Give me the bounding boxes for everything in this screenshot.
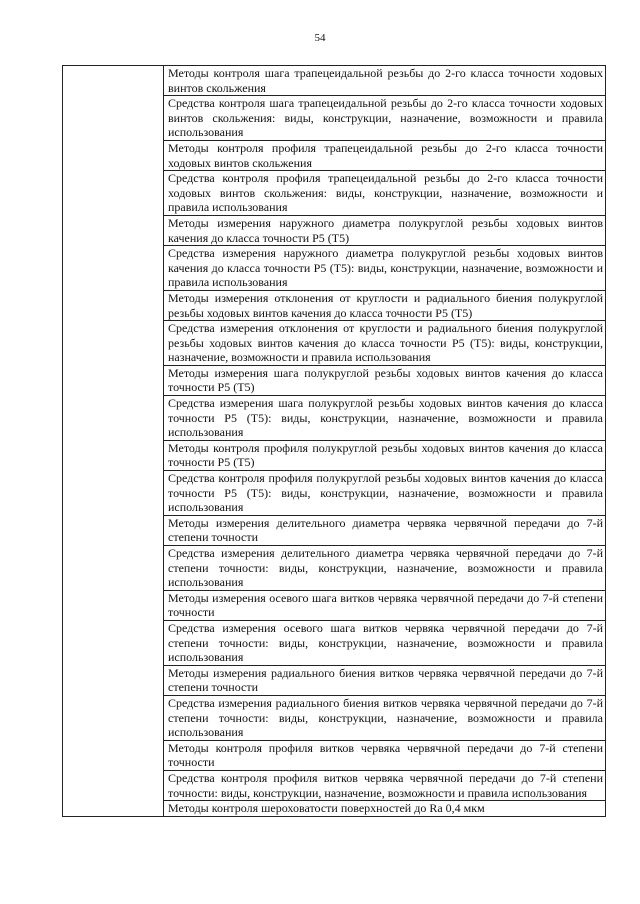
empty-left-column-cell [63,66,164,817]
table-cell-text: Методы контроля профиля витков червяка червячной передачи до 7-й степени точности [164,740,606,770]
table-cell-text: Средства измерения отклонения от круглости и радиального биения полукруглой резьбы ходовых винтов качения до класса точности P5 (T5): виды, конструкции, назначение, возможности и правила использования [164,321,606,366]
table-cell-text: Средства измерения радиального биения витков червяка червячной передачи до 7-й степени точности: виды, конструкции, назначение, возможности и правила использования [164,695,606,740]
table-cell-text: Методы измерения радиального биения витков червяка червячной передачи до 7-й степени точности [164,665,606,695]
table-row [63,66,606,96]
table-cell-text: Методы измерения отклонения от круглости и радиального биения полукруглой резьбы ходовых винтов качения до класса точности P5 (T5) [164,290,606,320]
table-cell-text: Методы измерения наружного диаметра полукруглой резьбы ходовых винтов качения до класса точности P5 (T5) [164,215,606,245]
table-cell-text: Средства измерения наружного диаметра полукруглой резьбы ходовых винтов качения до класса точности P5 (T5): виды, конструкции, назначение, возможности и правила использования [164,246,606,291]
table-cell-text: Средства измерения осевого шага витков червяка червячной передачи до 7-й степени точности: виды, конструкции, назначение, возможности и правила использования [164,620,606,665]
table-cell-text: Средства контроля профиля трапецеидальной резьбы до 2-го класса точности ходовых винтов скольжения: виды, конструкции, назначение, возможности и правила использования [164,171,606,216]
table-cell-text: Методы измерения делительного диаметра червяка червячной передачи до 7-й степени точности [164,515,606,545]
table-cell-text: Методы измерения осевого шага витков червяка червячной передачи до 7-й степени точности [164,590,606,620]
table-cell-text: Методы контроля профиля полукруглой резьбы ходовых винтов качения до класса точности P5 (T5) [164,440,606,470]
table-cell-text: Методы измерения шага полукруглой резьбы ходовых винтов качения до класса точности P5 (T5) [164,365,606,395]
table-cell-text: Методы контроля шероховатости поверхностей до Ra 0,4 мкм [164,801,606,817]
table-cell-text: Методы контроля шага трапецеидальной резьбы до 2-го класса точности ходовых винтов скольжения [164,66,606,96]
page-number: 54 [314,32,326,44]
requirements-table [62,65,606,817]
table-cell-text: Средства измерения шага полукруглой резьбы ходовых винтов качения до класса точности P5 (T5): виды, конструкции, назначение, возможности и правила использования [164,396,606,441]
table-cell-text: Средства контроля профиля полукруглой резьбы ходовых винтов качения до класса точности P5 (T5): виды, конструкции, назначение, возможности и правила использования [164,471,606,516]
table-cell-text: Средства измерения делительного диаметра червяка червячной передачи до 7-й степени точности: виды, конструкции, назначение, возможности и правила использования [164,546,606,591]
table-cell-text: Методы контроля профиля трапецеидальной резьбы до 2-го класса точности ходовых винтов скольжения [164,140,606,170]
table-cell-text: Средства контроля шага трапецеидальной резьбы до 2-го класса точности ходовых винтов скольжения: виды, конструкции, назначение, возможности и правила использования [164,96,606,141]
table-cell-text: Средства контроля профиля витков червяка червячной передачи до 7-й степени точности: виды, конструкции, назначение, возможности и правила использования [164,770,606,800]
table-body [63,66,606,817]
